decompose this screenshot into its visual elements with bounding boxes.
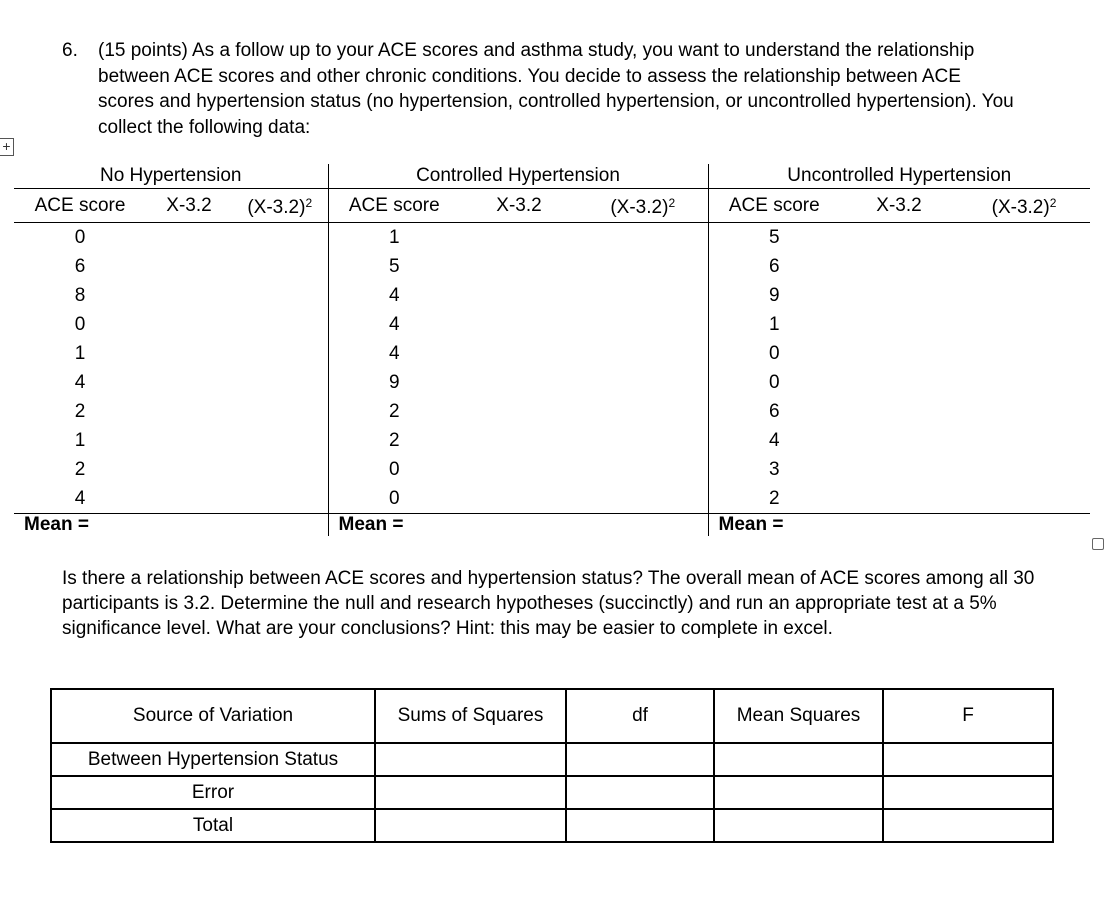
squared-deviation-cell[interactable] <box>578 426 708 455</box>
deviation-cell[interactable] <box>146 310 232 339</box>
deviation-cell[interactable] <box>460 281 578 310</box>
squared-deviation-cell[interactable] <box>958 252 1090 281</box>
data-row <box>14 397 1090 426</box>
squared-deviation-cell[interactable] <box>958 368 1090 397</box>
col-deviation: X-3.2 <box>460 189 578 223</box>
anova-entry-cell[interactable] <box>566 743 714 776</box>
mean-row <box>14 514 1090 537</box>
data-row <box>14 281 1090 310</box>
squared-deviation-cell[interactable] <box>958 310 1090 339</box>
ace-score-cell: 4 <box>74 488 86 509</box>
deviation-cell[interactable] <box>840 223 958 253</box>
ace-score-cell: 6 <box>768 256 780 277</box>
squared-deviation-cell[interactable] <box>232 281 328 310</box>
deviation-cell[interactable] <box>146 281 232 310</box>
layout-options-icon[interactable] <box>1092 538 1104 550</box>
col-ace-score: ACE score <box>708 189 840 223</box>
ace-score-cell: 1 <box>768 314 780 335</box>
ace-score-cell: 9 <box>388 372 400 393</box>
anova-entry-cell[interactable] <box>566 776 714 809</box>
deviation-cell[interactable] <box>460 484 578 514</box>
anova-row <box>51 809 1053 842</box>
anova-row <box>51 776 1053 809</box>
ace-score-cell: 5 <box>388 256 400 277</box>
anova-header-df: df <box>566 689 714 743</box>
ace-score-cell: 4 <box>74 372 86 393</box>
question-number: 6. <box>62 40 78 61</box>
ace-score-cell: 6 <box>74 256 86 277</box>
squared-deviation-cell[interactable] <box>578 281 708 310</box>
deviation-cell[interactable] <box>840 310 958 339</box>
ace-score-cell: 4 <box>388 343 400 364</box>
squared-deviation-cell[interactable] <box>232 252 328 281</box>
ace-score-cell: 1 <box>74 343 86 364</box>
squared-deviation-cell[interactable] <box>232 339 328 368</box>
squared-deviation-cell[interactable] <box>958 339 1090 368</box>
move-anchor-icon[interactable]: + <box>0 138 14 156</box>
deviation-cell[interactable] <box>460 223 578 253</box>
squared-deviation-cell[interactable] <box>578 484 708 514</box>
anova-table <box>50 688 1054 843</box>
col-squared-deviation: $(X-3.2)^2$ <box>958 189 1090 223</box>
ace-score-cell: 2 <box>768 488 780 509</box>
anova-header-ms: Mean Squares <box>714 689 883 743</box>
col-squared-deviation: $(X-3.2)^2$ <box>232 189 328 223</box>
data-row <box>14 368 1090 397</box>
anova-entry-cell[interactable] <box>714 809 883 842</box>
anova-entry-cell[interactable] <box>714 776 883 809</box>
group-header-uncontrolled: Uncontrolled Hypertension <box>787 165 1012 186</box>
deviation-cell[interactable] <box>460 368 578 397</box>
col-deviation: X-3.2 <box>840 189 958 223</box>
data-row <box>14 426 1090 455</box>
deviation-cell[interactable] <box>146 426 232 455</box>
ace-score-cell: 2 <box>388 401 400 422</box>
squared-deviation-cell[interactable] <box>958 455 1090 484</box>
ace-score-cell: 2 <box>388 430 400 451</box>
deviation-cell[interactable] <box>840 455 958 484</box>
deviation-cell[interactable] <box>460 339 578 368</box>
anova-entry-cell[interactable] <box>375 743 566 776</box>
deviation-cell[interactable] <box>840 426 958 455</box>
prompt-text: Is there a relationship between ACE scores and hypertension status? The overall mean of ACE scores among all 30 participants is 3.2. Determine the null and research hypotheses (succinctly) and run an appropriate test at a 5% significance level. What are your conclusions? Hint: this may be easier to complete in excel. <box>62 568 1035 639</box>
mean-controlled[interactable]: Mean = <box>328 514 708 537</box>
squared-deviation-cell[interactable] <box>578 223 708 253</box>
deviation-cell[interactable] <box>840 252 958 281</box>
deviation-cell[interactable] <box>146 397 232 426</box>
anova-entry-cell[interactable] <box>375 776 566 809</box>
deviation-cell[interactable] <box>146 223 232 253</box>
data-row <box>14 252 1090 281</box>
deviation-cell[interactable] <box>840 484 958 514</box>
anova-header-ss: Sums of Squares <box>375 689 566 743</box>
group-header-no-hypertension: No Hypertension <box>14 164 328 189</box>
data-row <box>14 310 1090 339</box>
ace-score-cell: 0 <box>388 488 400 509</box>
squared-deviation-cell[interactable] <box>232 397 328 426</box>
anova-entry-cell[interactable] <box>883 776 1053 809</box>
deviation-cell[interactable] <box>146 368 232 397</box>
col-ace-score: ACE score <box>328 189 460 223</box>
anova-entry-cell[interactable] <box>883 809 1053 842</box>
deviation-cell[interactable] <box>840 339 958 368</box>
ace-score-cell: 2 <box>74 459 86 480</box>
ace-score-cell: 1 <box>74 430 86 451</box>
ace-score-cell: 5 <box>768 227 780 248</box>
ace-score-cell: 0 <box>74 227 86 248</box>
deviation-cell[interactable] <box>460 252 578 281</box>
mean-no-hypertension[interactable]: Mean = <box>14 514 328 537</box>
ace-score-cell: 1 <box>388 227 400 248</box>
squared-deviation-cell[interactable] <box>578 310 708 339</box>
ace-score-cell: 0 <box>388 459 400 480</box>
squared-deviation-cell[interactable] <box>578 368 708 397</box>
data-row <box>14 455 1090 484</box>
squared-deviation-cell[interactable] <box>232 426 328 455</box>
ace-score-cell: 0 <box>768 372 780 393</box>
squared-deviation-cell[interactable] <box>232 310 328 339</box>
squared-deviation-cell[interactable] <box>232 484 328 514</box>
col-ace-score: ACE score <box>14 189 146 223</box>
squared-deviation-cell[interactable] <box>578 455 708 484</box>
anova-source-label: Total <box>51 809 375 842</box>
deviation-cell[interactable] <box>146 484 232 514</box>
ace-score-cell: 2 <box>74 401 86 422</box>
anova-row <box>51 743 1053 776</box>
ace-data-table <box>14 164 1090 536</box>
ace-score-cell: 4 <box>388 314 400 335</box>
data-row <box>14 339 1090 368</box>
ace-score-cell: 3 <box>768 459 780 480</box>
anova-entry-cell[interactable] <box>566 809 714 842</box>
anova-source-label: Between Hypertension Status <box>51 743 375 776</box>
squared-deviation-cell[interactable] <box>958 484 1090 514</box>
deviation-cell[interactable] <box>840 397 958 426</box>
ace-score-cell: 6 <box>768 401 780 422</box>
squared-deviation-cell[interactable] <box>578 339 708 368</box>
squared-deviation-cell[interactable] <box>958 426 1090 455</box>
squared-deviation-cell[interactable] <box>232 223 328 253</box>
ace-score-cell: 4 <box>768 430 780 451</box>
anova-entry-cell[interactable] <box>714 743 883 776</box>
ace-score-cell: 4 <box>388 285 400 306</box>
deviation-cell[interactable] <box>146 455 232 484</box>
anova-entry-cell[interactable] <box>375 809 566 842</box>
ace-score-cell: 0 <box>74 314 86 335</box>
anova-header-f: F <box>883 689 1053 743</box>
mean-uncontrolled[interactable]: Mean = <box>708 514 1090 537</box>
deviation-cell[interactable] <box>146 339 232 368</box>
data-row <box>14 223 1090 253</box>
deviation-cell[interactable] <box>460 426 578 455</box>
deviation-cell[interactable] <box>460 455 578 484</box>
deviation-cell[interactable] <box>840 281 958 310</box>
squared-deviation-cell[interactable] <box>958 281 1090 310</box>
squared-deviation-cell[interactable] <box>958 397 1090 426</box>
squared-deviation-cell[interactable] <box>232 455 328 484</box>
ace-score-cell: 8 <box>74 285 86 306</box>
anova-header-source: Source of Variation <box>51 689 375 743</box>
squared-deviation-cell[interactable] <box>958 223 1090 253</box>
squared-deviation-cell[interactable] <box>578 397 708 426</box>
squared-deviation-cell[interactable] <box>578 252 708 281</box>
col-deviation: X-3.2 <box>146 189 232 223</box>
squared-deviation-cell[interactable] <box>232 368 328 397</box>
group-header-controlled: Controlled Hypertension <box>328 164 708 189</box>
data-row <box>14 484 1090 514</box>
ace-score-cell: 9 <box>768 285 780 306</box>
anova-entry-cell[interactable] <box>883 743 1053 776</box>
deviation-cell[interactable] <box>840 368 958 397</box>
col-squared-deviation: $(X-3.2)^2$ <box>578 189 708 223</box>
ace-score-cell: 0 <box>768 343 780 364</box>
deviation-cell[interactable] <box>460 397 578 426</box>
deviation-cell[interactable] <box>146 252 232 281</box>
deviation-cell[interactable] <box>460 310 578 339</box>
question-text: (15 points) As a follow up to your ACE scores and asthma study, you want to understand the relationship between ACE scores and other chronic conditions. You decide to assess the relationship between ACE scores and hypertension status (no hypertension, controlled hypertension, or uncontrolled hypertension). You collect the following data: <box>98 40 1014 138</box>
anova-source-label: Error <box>51 776 375 809</box>
